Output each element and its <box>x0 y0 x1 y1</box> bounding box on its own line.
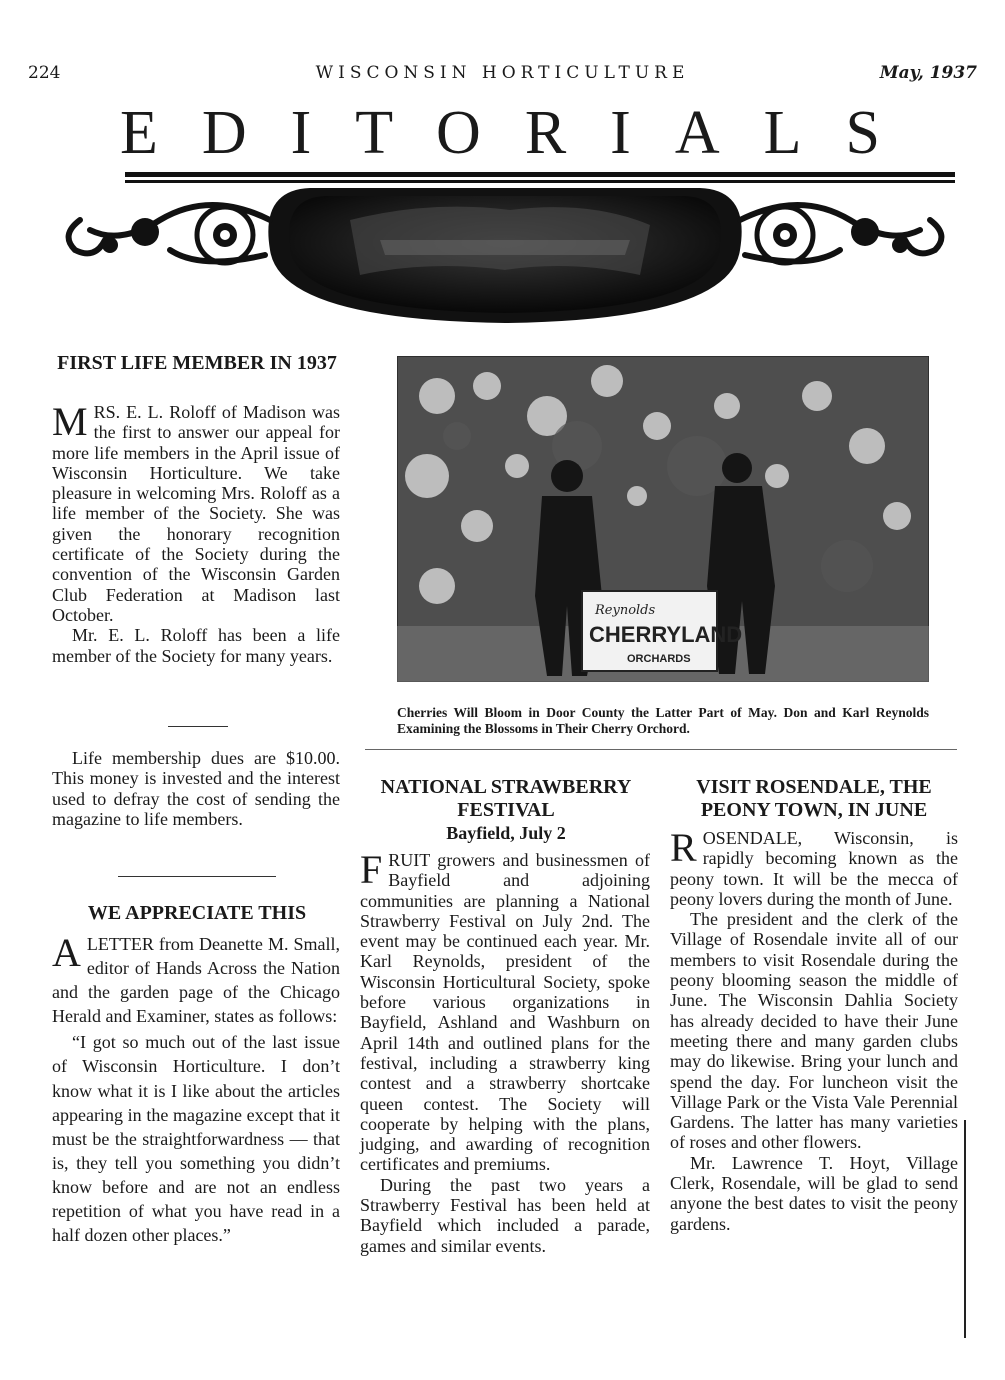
page-number: 224 <box>28 63 61 83</box>
headline-visit-rosendale: VISIT ROSENDALE, THE PEONY TOWN, IN JUNE <box>696 776 932 821</box>
photo-caption: Cherries Will Bloom in Door County the Latter Part of May. Don and Karl Reynolds Examining the Blossoms in Their Cherry Orchord. <box>397 705 929 736</box>
article-visit-rosendale <box>670 825 958 1234</box>
sign-line-1: Reynolds <box>595 603 656 618</box>
headline-we-appreciate: WE APPRECIATE THIS <box>87 902 307 924</box>
issue-date: May, 1937 <box>879 63 977 83</box>
strawberry-paragraph-2: During the past two years a Strawberry Festival has been held at Bayfield which included a parade, games and similar events. <box>360 1174 650 1256</box>
article-life-dues <box>52 748 340 829</box>
article-strawberry-festival <box>360 847 650 1256</box>
rosendale-paragraph-3: Mr. Lawrence T. Hoyt, Village Clerk, Rosendale, will be glad to send anyone the best dates to visit the peony gardens. <box>670 1152 958 1234</box>
dropcap-m: M <box>52 399 88 444</box>
subhead-bayfield: Bayfield, July 2 <box>446 823 566 843</box>
life-member-paragraph-1: RS. E. L. Roloff of Madison was the first to answer our appeal for more life members in the April issue of Wisconsin Horticulture. We take pleasure in welcoming Mrs. Roloff as a life member of the Society. She was given the honorary recognition certificate of the Society during the convention of the Wisconsin Garden Club Federation at Madison last October. <box>52 402 340 625</box>
dropcap-f: F <box>360 847 383 892</box>
appreciate-paragraph-1: LETTER from Deanette M. Small, editor of Hands Across the Nation and the garden page of the Chicago Herald and Examiner, states as follows: <box>52 934 340 1027</box>
rosendale-paragraph-2: The president and the clerk of the Village of Rosendale invite all of our members to visit Rosendale during the peony blooming season the middle of June. The Wisconsin Dahlia Society has already decided to have their June meeting there and many garden clubs may do likewise. Bring your lunch and spend the day. For luncheon visit the Village Park or the Vista Vale Perennial Gardens. The latter has many varieties of roses and other flowers. <box>670 909 958 1153</box>
article-first-life-member <box>52 399 340 666</box>
appreciate-paragraph-2: “I got so much out of the last issue of Wisconsin Horticulture. I don’t know what it is I like about the articles appearing in the magazine except that it must be the straightforwardness — that is, they tell you something you didn’t know before and are not an endless repetition of what you have read in a half dozen other places.” <box>52 1032 340 1246</box>
orchard-photo <box>397 356 929 682</box>
headline-strawberry-festival: NATIONAL STRAWBERRY FESTIVAL <box>380 776 632 821</box>
headline-first-life-member: FIRST LIFE MEMBER IN 1937 <box>57 352 337 374</box>
life-member-paragraph-3: Life membership dues are $10.00. This money is invested and the interest used to defray the cost of sending the magazine to life members. <box>52 748 340 829</box>
horizontal-separator <box>365 749 957 750</box>
rosendale-paragraph-1: OSENDALE, Wisconsin, is rapidly becoming known as the peony town. It will be the mecca of peony lovers during the month of June. <box>670 828 958 909</box>
running-head: WISCONSIN HORTICULTURE <box>315 63 690 83</box>
sign-line-3: ORCHARDS <box>627 653 691 665</box>
masthead-rule-top <box>125 172 955 177</box>
masthead-ornament <box>50 180 960 330</box>
section-title: EDITORIALS <box>120 99 924 167</box>
divider-short <box>168 726 228 727</box>
dropcap-r: R <box>670 825 697 870</box>
life-member-paragraph-2: Mr. E. L. Roloff has been a life member of the Society for many years. <box>52 625 340 666</box>
divider-medium <box>118 876 276 877</box>
page-edge-line <box>964 1120 966 1338</box>
dropcap-a: A <box>52 930 81 975</box>
sign-line-2: CHERRYLAND <box>589 622 743 647</box>
strawberry-paragraph-1: RUIT growers and businessmen of Bayfield and adjoining communities are planning a National Strawberry Festival on July 2nd. The event may be continued each year. Mr. Karl Reynolds, president of the Wisconsin Horticultural Society, spoke before various organizations in Bayfield, Ashland and Washburn on April 14th and outlined plans for the festival, including a strawberry king contest and a strawberry shortcake queen contest. The Society will cooperate by helping with the plans, judging, and awarding of recognition certificates and premiums. <box>360 850 650 1175</box>
article-we-appreciate <box>52 932 340 1247</box>
